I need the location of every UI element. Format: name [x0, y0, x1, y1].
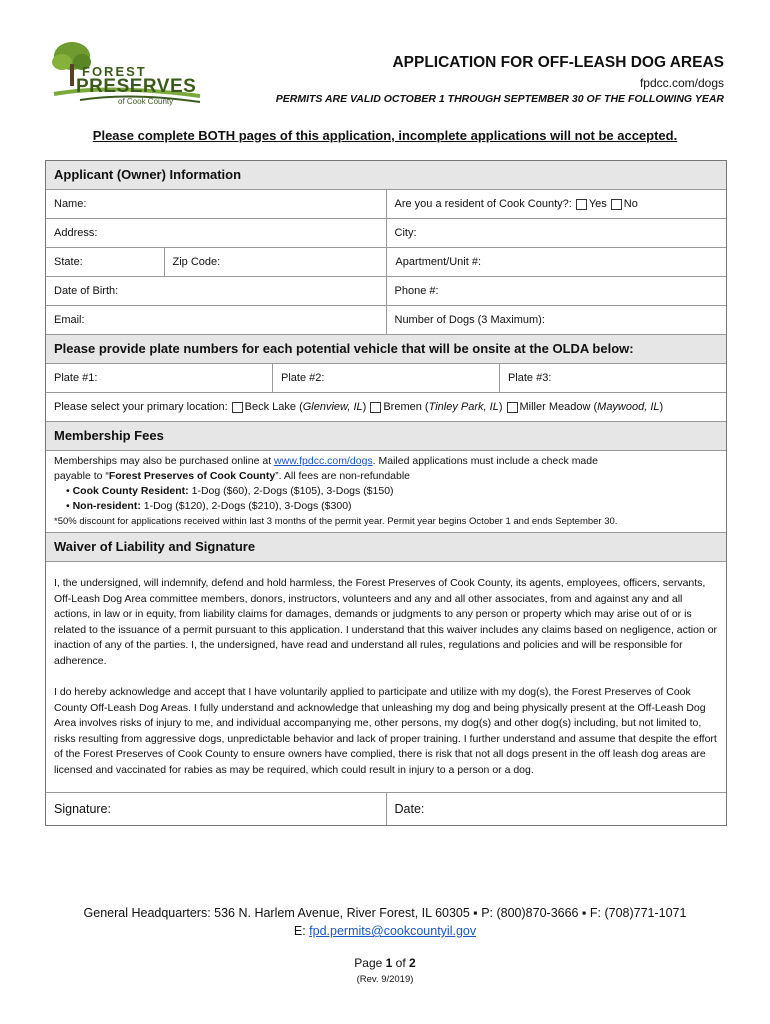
plates-section-heading: Please provide plate numbers for each potential vehicle that will be onsite at the OLDA below: — [46, 335, 726, 364]
resident-no-checkbox[interactable] — [611, 199, 622, 210]
nonresident-fee-item: • Non-resident: 1-Dog ($120), 2-Dogs ($210), 3-Dogs ($300) — [66, 500, 352, 512]
logo-text-cook-county: of Cook County — [118, 97, 174, 106]
zip-field[interactable]: Zip Code: — [164, 248, 387, 276]
plates-row — [46, 364, 726, 393]
resident-yes-checkbox[interactable] — [576, 199, 587, 210]
plate-2-field[interactable]: Plate #2: — [272, 364, 499, 392]
phone-field[interactable]: Phone #: — [386, 277, 727, 305]
waiver-section-heading: Waiver of Liability and Signature — [46, 533, 726, 562]
validity-notice: PERMITS ARE VALID OCTOBER 1 THROUGH SEPTEMBER 30 OF THE FOLLOWING YEAR — [275, 93, 724, 105]
logo-text-forest: FOREST — [82, 64, 147, 79]
email-field[interactable]: Email: — [54, 314, 85, 326]
page-number: Page 1 of 2 — [354, 956, 416, 970]
dogs-website-link[interactable]: www.fpdcc.com/dogs — [274, 455, 373, 467]
fees-text: Memberships may also be purchased online at www.fpdcc.com/dogs. Mailed applications must include a check made payable to “Forest Preserves of Cook County”. All fees are non-refundable • Cook County Resident: 1-Dog ($60), 2-Dogs ($105), 3-Dogs ($150) • Non-resident: 1-Dog ($120), 2-Dogs ($210), 3-Dogs ($300) *50% discount for applications received within last 3 months of the permit year. Permit year begins October 1 and ends September 30. — [46, 451, 726, 533]
miller-meadow-checkbox[interactable] — [507, 402, 518, 413]
footer-contact: General Headquarters: 536 N. Harlem Avenue, River Forest, IL 60305 ▪ P: (800)870-3666 ▪ F: (708)771-1071 E: fpd.permits@cookcountyil.gov — [0, 904, 770, 940]
waiver-text — [46, 562, 726, 793]
headquarters-address: General Headquarters: 536 N. Harlem Avenue, River Forest, IL 60305 ▪ P: (800)870-3666 ▪ F: (708)771-1071 — [83, 906, 687, 920]
address-field[interactable]: Address: — [54, 227, 98, 239]
application-form — [45, 160, 727, 826]
dob-field[interactable]: Date of Birth: — [54, 285, 119, 297]
resident-fee-item: • Cook County Resident: 1-Dog ($60), 2-Dogs ($105), 3-Dogs ($150) — [66, 485, 394, 497]
location-row — [46, 393, 726, 422]
revision-date: (Rev. 9/2019) — [356, 974, 414, 985]
name-row — [46, 190, 726, 219]
fees-section-heading: Membership Fees — [46, 422, 726, 451]
discount-note: *50% discount for applications received within last 3 months of the permit year. Permit year begins October 1 and ends September 30. — [54, 516, 618, 527]
address-row — [46, 219, 726, 248]
logo-text-preserves: PRESERVES — [76, 76, 197, 97]
state-row — [46, 248, 726, 277]
apartment-field[interactable]: Apartment/Unit #: — [386, 248, 726, 276]
completion-notice: Please complete BOTH pages of this application, incomplete applications will not be accepted. — [92, 128, 678, 143]
dob-row — [46, 277, 726, 306]
bremen-checkbox[interactable] — [370, 402, 381, 413]
resident-field: Are you a resident of Cook County?: Yes No — [386, 190, 727, 218]
dog-count-field[interactable]: Number of Dogs (3 Maximum): — [386, 306, 727, 334]
applicant-section-heading: Applicant (Owner) Information — [46, 161, 726, 190]
beck-lake-checkbox[interactable] — [232, 402, 243, 413]
name-field[interactable]: Name: — [54, 198, 87, 210]
page-title: APPLICATION FOR OFF-LEASH DOG AREAS — [392, 54, 724, 71]
plate-3-field[interactable]: Plate #3: — [499, 364, 726, 392]
state-field[interactable]: State: — [54, 256, 83, 268]
plate-1-field[interactable]: Plate #1: — [54, 372, 98, 384]
location-select: Please select your primary location: Beck Lake ( Glenview, IL ) Bremen ( Tinley Park, IL ) Miller Meadow ( Maywood, IL ) — [54, 401, 664, 413]
permits-email-link[interactable]: fpd.permits@cookcountyil.gov — [309, 924, 477, 938]
signature-field[interactable]: Signature: — [54, 802, 111, 816]
waiver-paragraph-1: I, the undersigned, will indemnify, defend and hold harmless, the Forest Preserves of Cook County, its agents, employees, officers, servants, Off-Leash Dog Area committee members, donors, instructors, volunteers and any and all other associates, from and against any and all actions, in law or in equity, from liability claims for damages, demands or judgments to any person or property which may arise out of or is related to the issuance of a permit pursuant to this application. I understand that this waiver includes any claims based on negligence, action or inaction of any of the parties. I, the undersigned, have read and understand all rules, regulations and policies and will be responsible for adherence. — [54, 577, 718, 667]
date-field[interactable]: Date: — [386, 793, 727, 825]
city-field[interactable]: City: — [386, 219, 727, 247]
website-url: fpdcc.com/dogs — [639, 76, 724, 90]
waiver-paragraph-2: I do hereby acknowledge and accept that I have voluntarily applied to participate and utilize with my dog(s), the Forest Preserves of Cook County Off-Leash Dog Areas. I fully understand and acknowledge that unleashing my dog and being physically present at the Off-Leash Dog Area involves risks of injury to me, and individual accompanying me, other persons, my dog(s) and other dog(s) including, but not limited to, risks resulting from aggressive dogs, unpredictable behavior and lack of proper training. I further understand and assume that despite the effort of the Forest Preserves of Cook County to ensure owners have complied, there is risk that not all dogs present in the off leash dog areas are licensed and vaccinated for rabies as may be required, which could result in injury to a person or a dog. — [54, 686, 717, 776]
email-row — [46, 306, 726, 335]
signature-row — [46, 793, 726, 825]
